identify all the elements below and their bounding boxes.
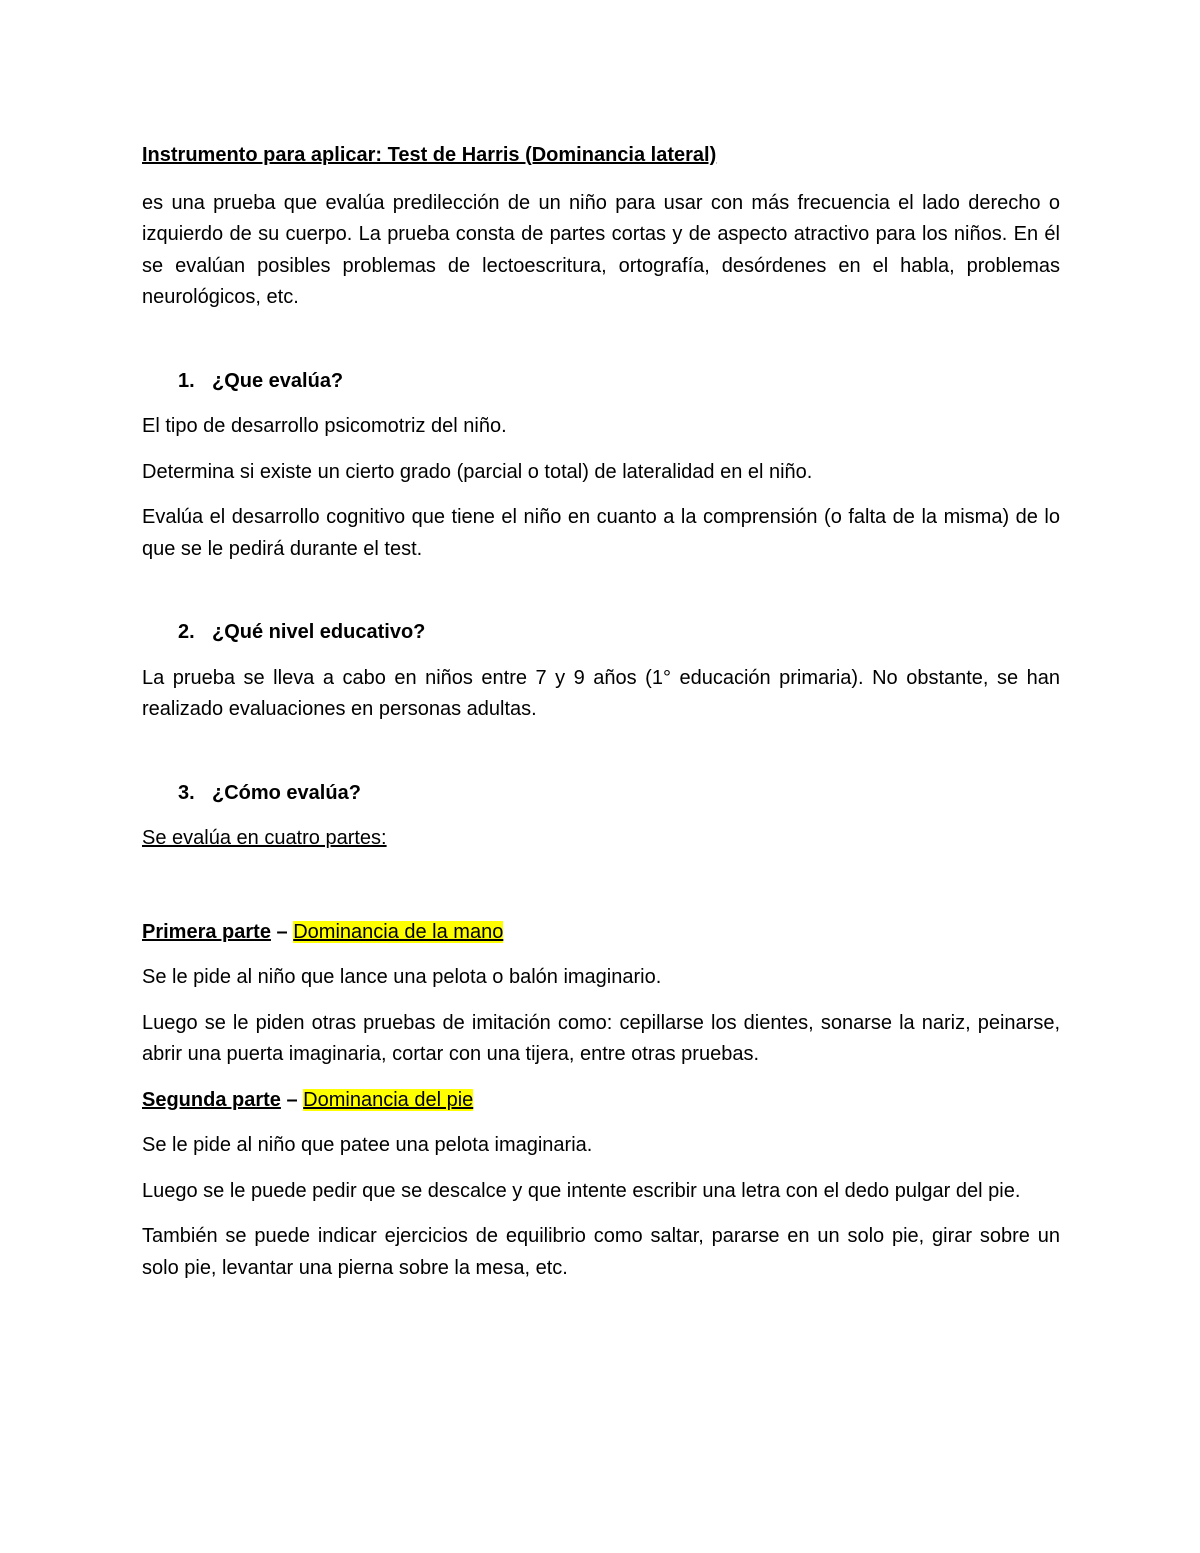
section-number: 3. [178,781,195,804]
section-heading-text: ¿Que evalúa? [212,369,344,392]
part1-paragraph-2: Luego se le piden otras pruebas de imitación como: cepillarse los dientes, sonarse la nariz, peinarse, abrir una puerta imaginaria, cortar con una tijera, entre otras pruebas. [142,1011,1060,1065]
part1-paragraph-1: Se le pide al niño que lance una pelota o balón imaginario. [142,966,662,988]
part2-paragraph-1: Se le pide al niño que patee una pelota imaginaria. [142,1134,593,1156]
part-title-segunda [142,1085,1060,1117]
section1-paragraph-1: El tipo de desarrollo psicomotriz del niño. [142,415,507,437]
document-page [142,140,1060,1298]
document-title: Instrumento para aplicar: Test de Harris (Dominancia lateral) [142,144,717,166]
section-heading-nivel-educativo [142,617,1060,649]
section3-subheading: Se evalúa en cuatro partes: [142,827,387,849]
part-highlight: Dominancia de la mano [293,920,504,943]
part2-paragraph-2: Luego se le puede pedir que se descalce y que intente escribir una letra con el dedo pulgar del pie. [142,1179,1021,1202]
part-dash: – [270,920,294,943]
part-title-primera [142,917,1060,949]
section1-paragraph-2: Determina si existe un cierto grado (parcial o total) de lateralidad en el niño. [142,460,813,483]
intro-paragraph: es una prueba que evalúa predilección de un niño para usar con más frecuencia el lado derecho o izquierdo de su cuerpo. La prueba consta de partes cortas y de aspecto atractivo para los niños. En él se evalúan posibles problemas de lectoescritura, ortografía, desórdenes en el habla, problemas neurológicos, etc. [142,191,1060,308]
section-heading-que-evalua [142,366,1060,398]
part-dash: – [280,1088,304,1111]
part-label: Segunda parte [142,1088,281,1111]
section2-paragraph-1: La prueba se lleva a cabo en niños entre 7 y 9 años (1° educación primaria). No obstante, se han realizado evaluaciones en personas adultas. [142,666,1060,720]
section-number: 1. [178,369,195,392]
part-highlight: Dominancia del pie [303,1088,474,1111]
section-heading-como-evalua [142,778,1060,810]
section-heading-text: ¿Cómo evalúa? [212,781,361,804]
part-label: Primera parte [142,920,271,943]
section1-paragraph-3: Evalúa el desarrollo cognitivo que tiene el niño en cuanto a la comprensión (o falta de la misma) de lo que se le pedirá durante el test. [142,506,1060,560]
section-number: 2. [178,621,195,643]
section-heading-text: ¿Qué nivel educativo? [212,621,426,643]
part2-paragraph-3: También se puede indicar ejercicios de equilibrio como saltar, pararse en un solo pie, girar sobre un solo pie, levantar una pierna sobre la mesa, etc. [142,1225,1060,1279]
